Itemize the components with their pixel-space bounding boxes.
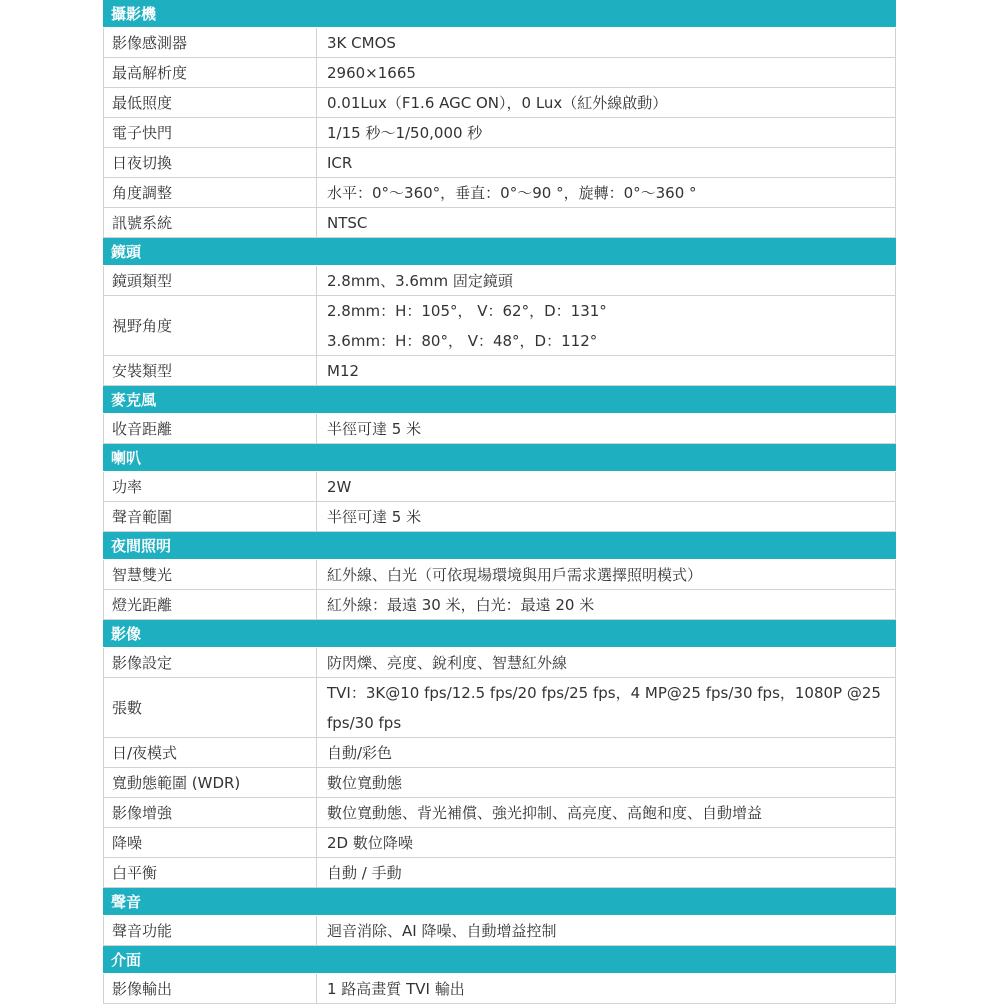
spec-value bbox=[317, 798, 895, 827]
spec-row bbox=[103, 28, 896, 58]
spec-value bbox=[317, 828, 895, 857]
spec-value bbox=[317, 296, 895, 355]
spec-row bbox=[103, 414, 896, 444]
spec-value-line: 半徑可達 5 米 bbox=[327, 508, 422, 526]
spec-value bbox=[317, 738, 895, 767]
spec-value-line: ICR bbox=[327, 153, 353, 172]
spec-label: 影像感測器 bbox=[104, 28, 317, 57]
spec-value-line: 2960×1665 bbox=[327, 63, 416, 82]
spec-value bbox=[317, 148, 895, 177]
spec-row bbox=[103, 118, 896, 148]
spec-value-line: 紅外線：最遠 30 米，白光：最遠 20 米 bbox=[327, 596, 595, 614]
spec-label: 功率 bbox=[104, 472, 317, 501]
section-header: 麥克風 bbox=[103, 386, 896, 414]
spec-label: 影像增強 bbox=[104, 798, 317, 827]
spec-row bbox=[103, 58, 896, 88]
spec-value-line: 防閃爍、亮度、銳利度、智慧紅外線 bbox=[327, 654, 568, 672]
spec-label: 日/夜模式 bbox=[104, 738, 317, 767]
section-header: 鏡頭 bbox=[103, 238, 896, 266]
spec-label: 白平衡 bbox=[104, 858, 317, 887]
spec-value bbox=[317, 678, 895, 737]
spec-row bbox=[103, 858, 896, 888]
spec-row bbox=[103, 296, 896, 356]
spec-row bbox=[103, 356, 896, 386]
spec-label: 安裝類型 bbox=[104, 356, 317, 385]
spec-row bbox=[103, 560, 896, 590]
spec-value-line: 自動/彩色 bbox=[327, 744, 393, 762]
spec-label: 視野角度 bbox=[104, 296, 317, 355]
spec-row bbox=[103, 266, 896, 296]
spec-value-line: 半徑可達 5 米 bbox=[327, 420, 422, 438]
spec-row bbox=[103, 828, 896, 858]
section-header: 攝影機 bbox=[103, 0, 896, 28]
spec-value bbox=[317, 266, 895, 295]
spec-row bbox=[103, 678, 896, 738]
spec-value bbox=[317, 178, 895, 207]
spec-row bbox=[103, 178, 896, 208]
spec-value-line: NTSC bbox=[327, 213, 368, 232]
spec-label: 鏡頭類型 bbox=[104, 266, 317, 295]
spec-label: 最高解析度 bbox=[104, 58, 317, 87]
spec-value bbox=[317, 648, 895, 677]
spec-value-line: 水平：0°～360°，垂直：0°～90 °，旋轉：0°～360 ° bbox=[327, 184, 697, 202]
spec-value bbox=[317, 590, 895, 619]
spec-value-line: 3.6mm：H：80°， V：48°，D：112° bbox=[327, 331, 598, 350]
spec-row bbox=[103, 648, 896, 678]
spec-value-line: 1/15 秒～1/50,000 秒 bbox=[327, 124, 483, 142]
spec-label: 電子快門 bbox=[104, 118, 317, 147]
spec-label: 聲音功能 bbox=[104, 916, 317, 945]
spec-row bbox=[103, 88, 896, 118]
spec-value bbox=[317, 974, 895, 1003]
spec-value bbox=[317, 414, 895, 443]
spec-value-line: M12 bbox=[327, 361, 360, 380]
spec-value-line: 自動 / 手動 bbox=[327, 864, 402, 882]
spec-value bbox=[317, 560, 895, 589]
spec-label: 寬動態範圍 (WDR) bbox=[104, 768, 317, 797]
spec-label: 張數 bbox=[104, 678, 317, 737]
spec-value-line: 2D 數位降噪 bbox=[327, 834, 413, 852]
spec-row bbox=[103, 738, 896, 768]
spec-value bbox=[317, 768, 895, 797]
section-header: 夜間照明 bbox=[103, 532, 896, 560]
spec-table bbox=[103, 0, 896, 1004]
spec-label: 收音距離 bbox=[104, 414, 317, 443]
spec-value bbox=[317, 858, 895, 887]
spec-value-line: 0.01Lux（F1.6 AGC ON），0 Lux（紅外線啟動） bbox=[327, 94, 668, 112]
spec-label: 聲音範圍 bbox=[104, 502, 317, 531]
spec-value bbox=[317, 356, 895, 385]
spec-row bbox=[103, 798, 896, 828]
spec-row bbox=[103, 916, 896, 946]
spec-value-line: 1 路高畫質 TVI 輸出 bbox=[327, 980, 465, 998]
spec-value-line: 2.8mm、3.6mm 固定鏡頭 bbox=[327, 272, 513, 290]
spec-label: 影像設定 bbox=[104, 648, 317, 677]
spec-label: 最低照度 bbox=[104, 88, 317, 117]
section-header: 介面 bbox=[103, 946, 896, 974]
spec-value bbox=[317, 916, 895, 945]
spec-label: 角度調整 bbox=[104, 178, 317, 207]
spec-value bbox=[317, 88, 895, 117]
spec-label: 日夜切換 bbox=[104, 148, 317, 177]
spec-label: 降噪 bbox=[104, 828, 317, 857]
spec-value bbox=[317, 58, 895, 87]
spec-value bbox=[317, 472, 895, 501]
section-header: 影像 bbox=[103, 620, 896, 648]
spec-row bbox=[103, 590, 896, 620]
section-header: 喇叭 bbox=[103, 444, 896, 472]
spec-value bbox=[317, 28, 895, 57]
spec-value bbox=[317, 502, 895, 531]
spec-value bbox=[317, 208, 895, 237]
spec-value-line: 迴音消除、AI 降噪、自動增益控制 bbox=[327, 922, 557, 940]
section-header: 聲音 bbox=[103, 888, 896, 916]
spec-row bbox=[103, 208, 896, 238]
spec-label: 影像輸出 bbox=[104, 974, 317, 1003]
spec-row bbox=[103, 148, 896, 178]
spec-row bbox=[103, 472, 896, 502]
spec-value-line: 3K CMOS bbox=[327, 33, 396, 52]
spec-row bbox=[103, 502, 896, 532]
spec-value-line: 數位寬動態、背光補償、強光抑制、高亮度、高飽和度、自動增益 bbox=[327, 804, 763, 822]
spec-row bbox=[103, 768, 896, 798]
spec-label: 燈光距離 bbox=[104, 590, 317, 619]
spec-value-line: 紅外線、白光（可依現場環境與用戶需求選擇照明模式） bbox=[327, 566, 703, 584]
spec-label: 訊號系統 bbox=[104, 208, 317, 237]
spec-value-line: 數位寬動態 bbox=[327, 774, 403, 792]
spec-value-line: 2W bbox=[327, 477, 352, 496]
spec-value-line: 2.8mm：H：105°， V：62°，D：131° bbox=[327, 301, 607, 320]
spec-label: 智慧雙光 bbox=[104, 560, 317, 589]
spec-value-line: TVI：3K@10 fps/12.5 fps/20 fps/25 fps，4 MP@25 fps/30 fps，1080P @25 fps/30 fps bbox=[327, 683, 881, 732]
spec-value bbox=[317, 118, 895, 147]
